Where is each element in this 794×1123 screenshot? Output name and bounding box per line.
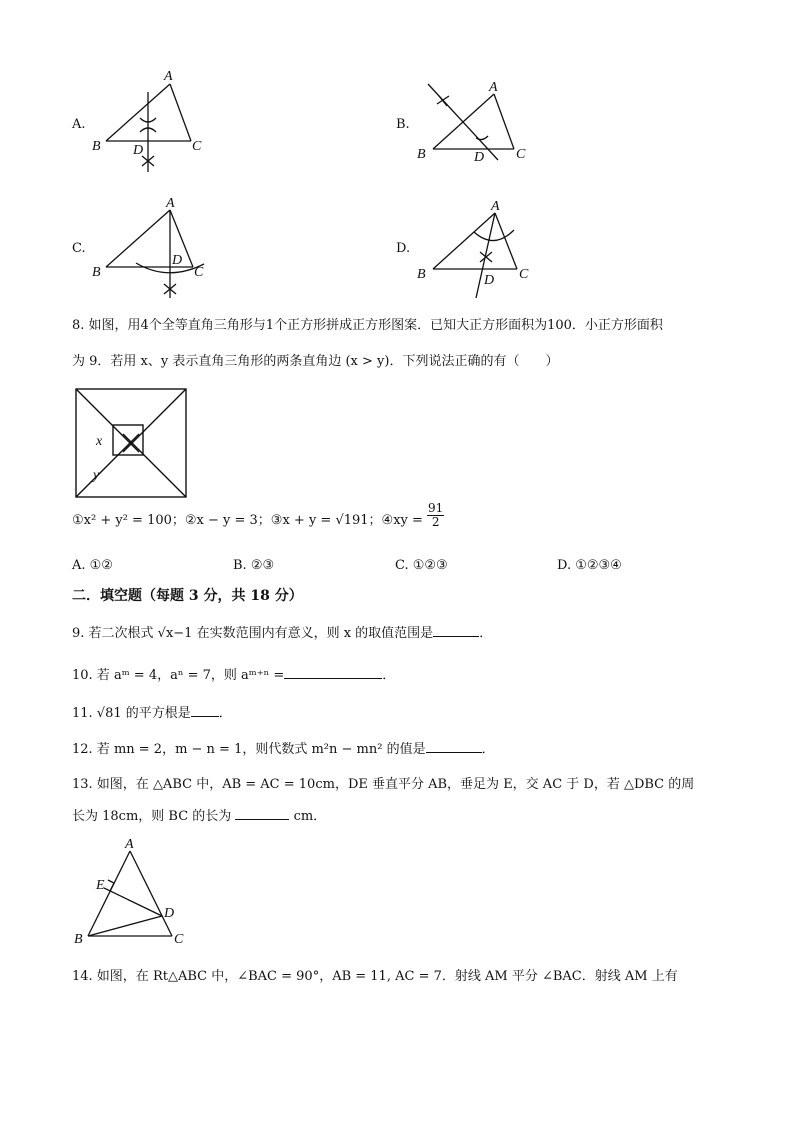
question-12-text: 12. 若 mn = 2，m − n = 1，则代数式 m²n − mn² 的值是 xyxy=(72,742,426,757)
label-c-B: B xyxy=(92,265,101,280)
question-13-unit: cm． xyxy=(293,809,327,824)
question-10-text: 10. 若 aᵐ = 4，aⁿ = 7，则 aᵐ⁺ⁿ = xyxy=(72,668,285,683)
choice-c[interactable]: C. ①②③ xyxy=(395,558,448,573)
choice-d[interactable]: D. ①②③④ xyxy=(557,558,622,573)
label-q13-C: C xyxy=(174,932,184,947)
question-8-line2: 为 9．若用 x、y 表示直角三角形的两条直角边 (x > y)．下列说法正确的有（ ） xyxy=(72,354,559,369)
label-a-B: B xyxy=(92,139,101,154)
label-d-B: B xyxy=(417,267,426,282)
statements-text: ①x² + y² = 100；②x − y = 3；③x + y = √191；④xy = xyxy=(72,513,423,528)
question-11-end: ． xyxy=(218,706,232,721)
question-13-line2-text: 长为 18cm，则 BC 的长为 xyxy=(72,809,232,824)
option-c-label: C. xyxy=(72,241,86,256)
label-q8-y: y xyxy=(93,468,100,483)
label-q13-D: D xyxy=(164,906,175,921)
label-d-D: D xyxy=(484,273,495,288)
fraction-denominator: 2 xyxy=(431,515,440,529)
label-b-A: A xyxy=(489,80,498,95)
question-10-end: ． xyxy=(382,668,396,683)
section-2-title: 二．填空题（每题 3 分，共 18 分） xyxy=(72,588,303,604)
option-a-label: A. xyxy=(72,117,86,132)
label-q13-E: E xyxy=(96,878,105,893)
question-8-line1: 8. 如图，用4个全等直角三角形与1个正方形拼成正方形图案．已知大正方形面积为100．小正方形面积 xyxy=(72,318,663,333)
question-14-line1: 14. 如图，在 Rt△ABC 中，∠BAC = 90°，AB = 11, AC = 7．射线 AM 平分 ∠BAC．射线 AM 上有 xyxy=(72,969,678,984)
question-12-end: ． xyxy=(481,742,495,757)
label-d-A: A xyxy=(491,199,500,214)
choice-a[interactable]: A. ①② xyxy=(72,558,113,573)
label-b-C: C xyxy=(516,147,526,162)
question-11-text: 11. √81 的平方根是 xyxy=(72,706,191,721)
question-9-end: ． xyxy=(479,626,493,641)
option-b-label: B. xyxy=(396,117,410,132)
label-b-B: B xyxy=(417,147,426,162)
label-a-D: D xyxy=(133,143,144,158)
question-13-line1: 13. 如图，在 △ABC 中，AB = AC = 10cm，DE 垂直平分 AB，垂足为 E，交 AC 于 D，若 △DBC 的周 xyxy=(72,777,695,792)
label-q8-x: x xyxy=(96,434,103,449)
label-c-D: D xyxy=(172,253,183,268)
label-a-C: C xyxy=(192,139,202,154)
choice-b[interactable]: B. ②③ xyxy=(233,558,275,573)
label-c-C: C xyxy=(194,265,204,280)
label-c-A: A xyxy=(166,196,175,211)
label-b-D: D xyxy=(474,150,485,165)
label-a-A: A xyxy=(164,69,173,84)
label-q13-A: A xyxy=(125,837,134,852)
label-d-C: C xyxy=(519,267,529,282)
fraction-numerator: 91 xyxy=(428,501,444,515)
option-d-label: D. xyxy=(396,241,411,256)
question-9-text: 9. 若二次根式 √x−1 在实数范围内有意义，则 x 的取值范围是 xyxy=(72,626,434,641)
label-q13-B: B xyxy=(74,932,83,947)
